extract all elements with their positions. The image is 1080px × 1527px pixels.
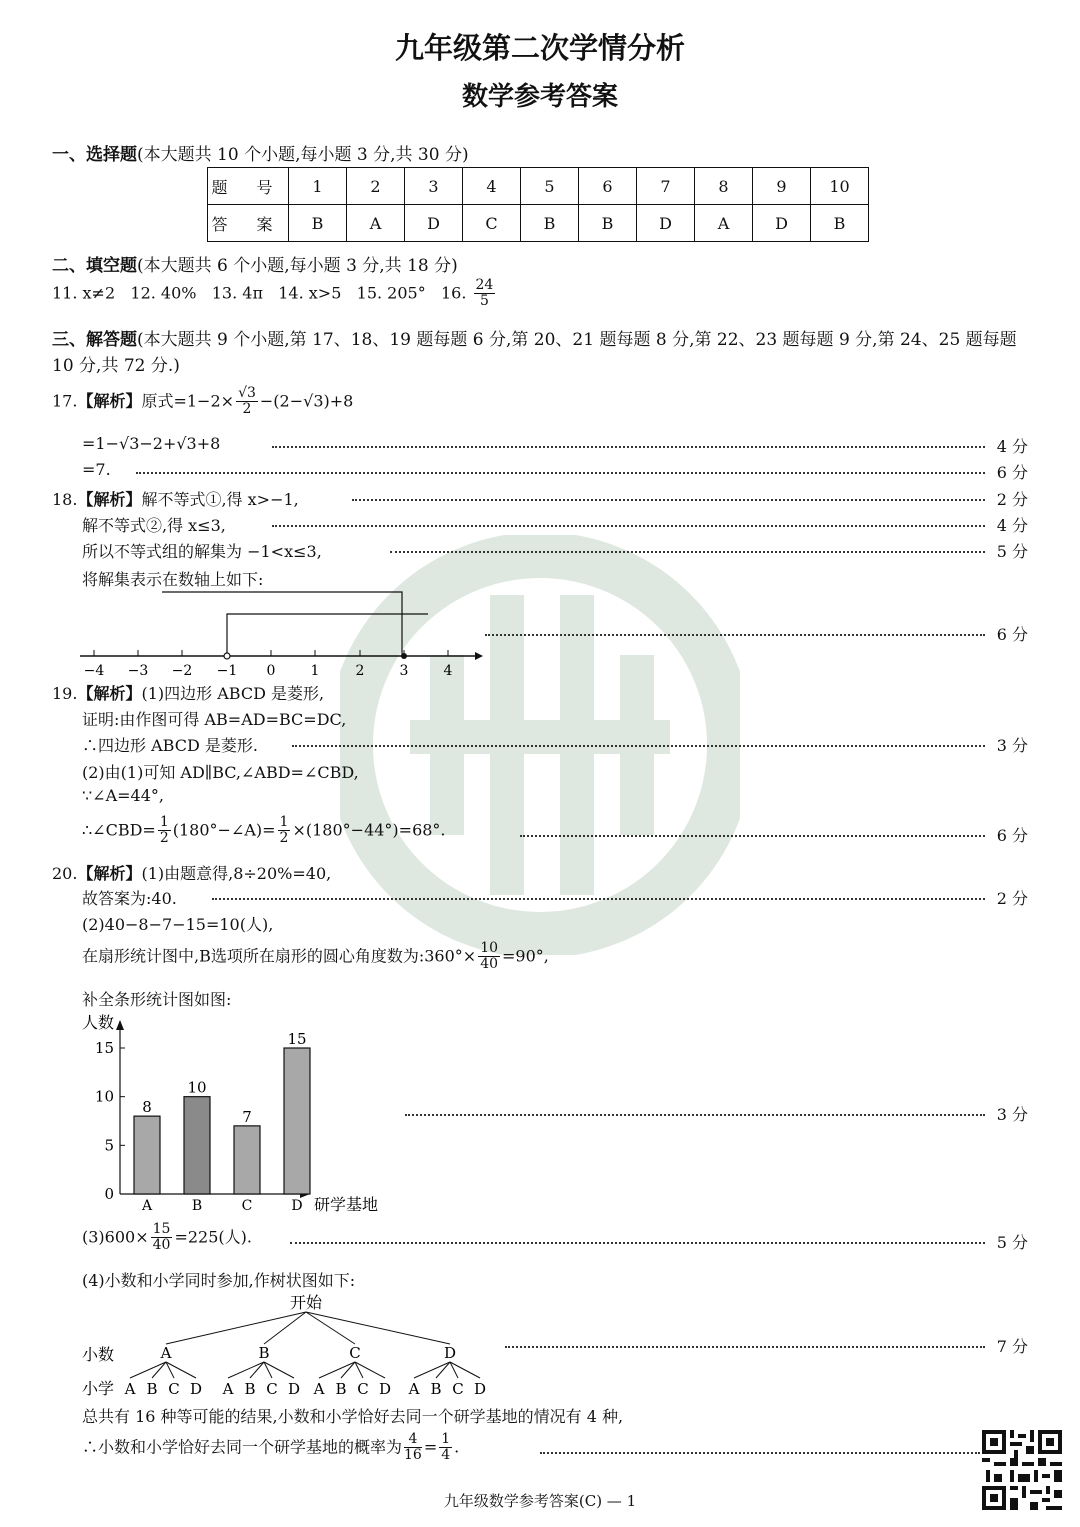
tree-leaf: A xyxy=(222,1380,234,1398)
tree-branch xyxy=(341,1362,355,1378)
open-point xyxy=(224,653,230,659)
tick-label: 1 xyxy=(310,663,320,679)
score-label: 5 分 xyxy=(996,1233,1028,1252)
y-axis-arrow xyxy=(116,1020,124,1030)
x-axis-label: 研学基地 xyxy=(314,1195,379,1214)
tick-label: 2 xyxy=(355,663,365,679)
q17-step: =7. xyxy=(82,460,111,479)
q20-text: 总共有 16 种等可能的结果,小数和小学恰好去同一个研学基地的情况有 4 种, xyxy=(82,1407,624,1426)
q20-text: =225(人). xyxy=(174,1227,252,1247)
tick-label: −2 xyxy=(171,663,193,679)
q20-text: (3)600× xyxy=(82,1227,149,1247)
q20-text: 在扇形统计图中,B选项所在扇形的圆心角度数为:360°× xyxy=(82,946,477,966)
closed-point xyxy=(401,653,407,659)
table-cell: 2 xyxy=(347,168,405,205)
tree-leaf: C xyxy=(452,1380,464,1398)
table-cell: 1 xyxy=(289,168,347,205)
frac-denominator: 16 xyxy=(404,1447,422,1464)
tick-label: −1 xyxy=(216,663,238,679)
score-label: 6 分 xyxy=(996,463,1028,482)
tree-leaf: C xyxy=(168,1380,180,1398)
frac-denominator: 2 xyxy=(242,401,252,418)
q20-line9 xyxy=(0,1431,1080,1464)
table-cell: 4 xyxy=(463,168,521,205)
q18-text: 将解集表示在数轴上如下: xyxy=(82,570,264,589)
table-cell: D xyxy=(637,205,695,242)
tree-node: B xyxy=(258,1344,270,1362)
q20-text: = xyxy=(423,1437,438,1457)
frac-numerator: 15 xyxy=(152,1221,171,1237)
row-label-answer: 答 案 xyxy=(208,205,289,242)
tree-level2 xyxy=(124,1362,486,1398)
q20-text: 补全条形统计图如图: xyxy=(82,990,232,1009)
score-label: 7 分 xyxy=(996,1337,1028,1356)
frac-numerator: 10 xyxy=(480,940,499,956)
table-cell: 5 xyxy=(521,168,579,205)
tick-label: 0 xyxy=(266,663,276,679)
frac-denominator: 40 xyxy=(152,1237,171,1254)
q19-text: 证明:由作图可得 AB=AD=BC=DC, xyxy=(82,710,347,729)
leader-dots xyxy=(485,634,985,636)
frac-numerator: √3 xyxy=(238,385,256,401)
frac-denominator: 2 xyxy=(279,830,289,847)
q17-line1 xyxy=(52,386,353,418)
score-label: 2 分 xyxy=(996,490,1028,509)
y-axis-label: 人数 xyxy=(82,1013,115,1032)
tree-node: C xyxy=(349,1344,361,1362)
page-subtitle: 数学参考答案 xyxy=(461,82,618,112)
tick-label: 4 xyxy=(443,663,453,679)
fill-answers xyxy=(52,278,497,310)
table-cell: 9 xyxy=(753,168,811,205)
frac-numerator: 1 xyxy=(441,1431,451,1447)
q20-text: . xyxy=(454,1437,460,1457)
score-label: 3 分 xyxy=(996,1105,1028,1124)
chart-score-row xyxy=(0,1102,1080,1126)
tree-node: A xyxy=(160,1344,172,1362)
frac-denominator: 40 xyxy=(480,956,499,973)
section2-note: (本大题共 6 个小题,每小题 3 分,共 18 分) xyxy=(137,256,458,276)
axis-arrow xyxy=(475,652,483,660)
q17-line2 xyxy=(0,434,1080,458)
answer-table xyxy=(207,167,869,242)
q19-tag: 【解析】 xyxy=(77,684,142,703)
q19-line6 xyxy=(0,814,1080,847)
leader-dots xyxy=(292,745,985,747)
section2-heading: 二、填空题 xyxy=(52,256,137,276)
fraction-16 xyxy=(474,278,496,310)
table-cell: D xyxy=(405,205,463,242)
page-footer: 九年级数学参考答案(C) — 1 xyxy=(443,1492,637,1510)
frac-denominator: 4 xyxy=(441,1447,451,1464)
fraction xyxy=(158,815,171,847)
section2-header xyxy=(52,251,458,276)
fill-answers-text: 11. x≠2 12. 40% 13. 4π 14. x>5 15. 205° 16. xyxy=(52,283,467,303)
fraction xyxy=(404,1432,422,1464)
section3-heading: 三、解答题 xyxy=(52,330,137,350)
category-label: D xyxy=(291,1198,303,1214)
q18-line1 xyxy=(0,487,1080,511)
q18-line3 xyxy=(0,539,1080,563)
frac-denominator: 5 xyxy=(479,293,489,310)
tree-score-row xyxy=(0,1334,1080,1358)
leader-dots xyxy=(390,551,985,553)
bar-C xyxy=(234,1126,260,1194)
q20-tag: 【解析】 xyxy=(77,864,142,883)
q20-line1 xyxy=(52,861,331,884)
q20-text: 故答案为:40. xyxy=(82,889,177,908)
fraction xyxy=(236,386,258,418)
q17-step: =1−√3−2+√3+8 xyxy=(82,434,221,453)
leader-dots xyxy=(272,525,985,527)
q17-text: −(2−√3)+8 xyxy=(259,391,354,411)
tree-leaf: A xyxy=(124,1380,136,1398)
section3-header xyxy=(52,325,1017,350)
q17-line3 xyxy=(0,460,1080,484)
leader-dots xyxy=(272,446,985,448)
q19-text: (1)四边形 ABCD 是菱形, xyxy=(141,684,325,703)
q18-text: 解不等式①,得 x>−1, xyxy=(141,490,299,509)
q17-tag: 【解析】 xyxy=(77,391,142,411)
table-cell: 8 xyxy=(695,168,753,205)
q18-text: 所以不等式组的解集为 −1<x≤3, xyxy=(82,542,322,561)
q18-axis-score-row xyxy=(0,622,1080,646)
tree-leaf: C xyxy=(266,1380,278,1398)
leader-dots xyxy=(212,898,985,900)
fraction xyxy=(478,941,500,973)
table-row-answers xyxy=(208,205,869,242)
frac-numerator: 1 xyxy=(159,814,169,830)
tree-start: 开始 xyxy=(289,1293,323,1312)
q18-line2 xyxy=(0,513,1080,537)
tick-label: 3 xyxy=(399,663,409,679)
score-label: 6 分 xyxy=(996,625,1028,644)
tree-node: D xyxy=(443,1344,457,1362)
q19-line1 xyxy=(52,681,324,704)
q17-number: 17. xyxy=(52,391,78,411)
q20-line6 xyxy=(0,1221,1080,1254)
q20-line4 xyxy=(82,941,549,973)
score-label: 4 分 xyxy=(996,437,1028,456)
frac-numerator: 1 xyxy=(279,814,289,830)
bar-A xyxy=(134,1116,160,1194)
tree-branch xyxy=(250,1362,264,1378)
tick-label: −4 xyxy=(83,663,105,679)
tree-branch xyxy=(319,1362,355,1378)
tree-leaf: C xyxy=(357,1380,369,1398)
q20-text: (2)40−8−7−15=10(人), xyxy=(82,915,274,934)
q20-text: (1)由题意得,8÷20%=40, xyxy=(141,864,332,883)
tree-branch xyxy=(152,1362,166,1378)
tree-leaf: B xyxy=(335,1380,347,1398)
q19-line3 xyxy=(0,733,1080,757)
table-cell: A xyxy=(695,205,753,242)
section1-heading: 一、选择题 xyxy=(52,145,137,165)
score-label: 6 分 xyxy=(996,826,1028,845)
data-label: 8 xyxy=(142,1098,152,1117)
tree-leaf: D xyxy=(378,1380,392,1398)
section3-note2: 10 分,共 72 分.) xyxy=(52,356,180,376)
score-label: 4 分 xyxy=(996,516,1028,535)
y-tick-label: 15 xyxy=(94,1039,114,1057)
tree-row-label: 小学 xyxy=(82,1379,115,1398)
leader-dots xyxy=(540,1452,980,1454)
table-cell: 7 xyxy=(637,168,695,205)
table-row-numbers xyxy=(208,168,869,205)
q20-text: (4)小数和小学同时参加,作树状图如下: xyxy=(82,1271,356,1290)
tree-row-label: 小数 xyxy=(82,1345,115,1364)
q17-text: 原式=1−2× xyxy=(141,391,235,411)
tree-leaf: B xyxy=(146,1380,158,1398)
axis-ticks xyxy=(94,650,448,656)
table-cell: A xyxy=(347,205,405,242)
section1-header xyxy=(52,140,469,165)
q20-line2 xyxy=(0,886,1080,910)
fraction xyxy=(439,1432,452,1464)
q20-text: ∴小数和小学恰好去同一个研学基地的概率为 xyxy=(82,1437,403,1457)
tree-leaf: A xyxy=(313,1380,325,1398)
tree-leaf: D xyxy=(473,1380,487,1398)
table-cell: D xyxy=(753,205,811,242)
frac-numerator: 4 xyxy=(404,1432,422,1448)
leader-dots xyxy=(405,1114,985,1116)
table-cell: 3 xyxy=(405,168,463,205)
table-cell: C xyxy=(463,205,521,242)
tree-branch xyxy=(436,1362,450,1378)
row-label-number: 题 号 xyxy=(208,168,289,205)
q19-text: (2)由(1)可知 AD∥BC,∠ABD=∠CBD, xyxy=(82,763,359,782)
table-cell: 6 xyxy=(579,168,637,205)
section1-note: (本大题共 10 个小题,每小题 3 分,共 30 分) xyxy=(137,145,469,165)
q19-text: (180°−∠A)= xyxy=(172,820,276,840)
table-cell: B xyxy=(579,205,637,242)
tree-leaf: A xyxy=(408,1380,420,1398)
page-title: 九年级第二次学情分析 xyxy=(394,31,685,65)
tree-branch xyxy=(130,1362,166,1378)
q19-text: ×(180°−44°)=68°. xyxy=(292,820,446,840)
leader-dots xyxy=(290,1242,985,1244)
y-tick-label: 5 xyxy=(104,1136,114,1155)
section3-note1: (本大题共 9 个小题,第 17、18、19 题每题 6 分,第 20、21 题每题 8 分,第 22、23 题每题 9 分,第 24、25 题每题 xyxy=(137,330,1017,350)
y-tick-label: 0 xyxy=(104,1185,114,1203)
fraction xyxy=(151,1222,173,1254)
leader-dots xyxy=(505,1346,985,1348)
q18-number: 18. xyxy=(52,490,78,509)
table-cell: 10 xyxy=(811,168,869,205)
tree-branch xyxy=(414,1362,450,1378)
q19-text: ∴∠CBD= xyxy=(82,820,156,840)
leader-dots xyxy=(352,499,985,501)
tree-branch xyxy=(228,1362,264,1378)
q20-text: =90°, xyxy=(502,946,549,966)
leader-dots xyxy=(136,472,985,474)
tree-leaf: B xyxy=(244,1380,256,1398)
q18-text: 解不等式②,得 x≤3, xyxy=(82,516,226,535)
score-label: 2 分 xyxy=(996,889,1028,908)
category-label: A xyxy=(141,1198,153,1214)
table-cell: B xyxy=(289,205,347,242)
frac-denominator: 2 xyxy=(159,830,169,847)
data-label: 10 xyxy=(187,1078,207,1097)
q19-number: 19. xyxy=(52,684,78,703)
fraction xyxy=(278,815,291,847)
q18-tag: 【解析】 xyxy=(77,490,142,509)
score-label: 3 分 xyxy=(996,736,1028,755)
tree-leaf: D xyxy=(189,1380,203,1398)
leader-dots xyxy=(520,835,985,837)
category-label: B xyxy=(191,1198,203,1214)
q19-text: ∵∠A=44°, xyxy=(82,786,164,805)
tree-leaf: B xyxy=(430,1380,442,1398)
frac-numerator: 24 xyxy=(475,277,494,293)
table-cell: B xyxy=(811,205,869,242)
table-cell: B xyxy=(521,205,579,242)
tick-label: −3 xyxy=(127,663,149,679)
q20-number: 20. xyxy=(52,864,78,883)
q19-text: ∴四边形 ABCD 是菱形. xyxy=(82,736,258,755)
tree-leaf: D xyxy=(287,1380,301,1398)
data-label: 7 xyxy=(242,1107,252,1126)
data-label: 15 xyxy=(287,1030,307,1048)
category-label: C xyxy=(241,1198,253,1214)
score-label: 5 分 xyxy=(996,542,1028,561)
y-tick-label: 10 xyxy=(94,1087,114,1106)
